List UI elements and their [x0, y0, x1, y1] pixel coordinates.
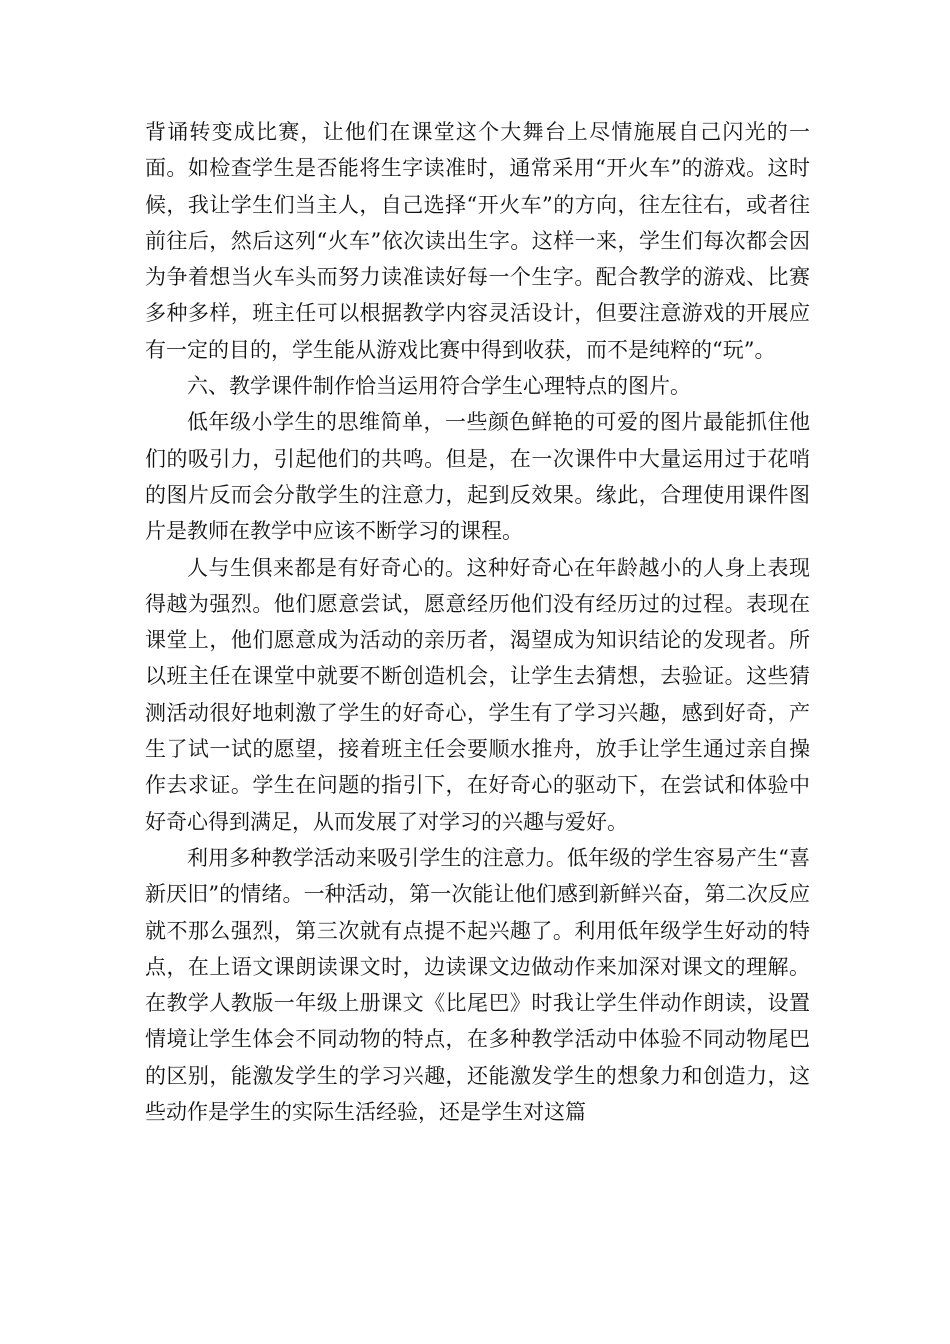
document-body	[145, 114, 810, 1130]
paragraph-game-competition: 背诵转变成比赛，让他们在课堂这个大舞台上尽情施展自己闪光的一面。如检查学生是否能将生字读准时，通常采用“开火车”的游戏。这时候，我让学生们当主人，自己选择“开火车”的方向，往左往右，或者往前往后，然后这列“火车”依次读出生字。这样一来，学生们每次都会因为争着想当火车头而努力读准读好每一个生字。配合教学的游戏、比赛多种多样，班主任可以根据教学内容灵活设计，但要注意游戏的开展应有一定的目的，学生能从游戏比赛中得到收获，而不是纯粹的“玩”。	[145, 120, 810, 362]
paragraph-courseware-images: 低年级小学生的思维简单，一些颜色鲜艳的可爱的图片最能抓住他们的吸引力，引起他们的共鸣。但是，在一次课件中大量运用过于花哨的图片反而会分散学生的注意力，起到反效果。缘此，合理使用课件图片是教师在教学中应该不断学习的课程。	[145, 410, 810, 544]
paragraph-curiosity: 人与生俱来都是有好奇心的。这种好奇心在年龄越小的人身上表现得越为强烈。他们愿意尝试，愿意经历他们没有经历过的过程。表现在课堂上，他们愿意成为活动的亲历者，渴望成为知识结论的发现者。所以班主任在课堂中就要不断创造机会，让学生去猜想，去验证。这些猜测活动很好地刺激了学生的好奇心，学生有了学习兴趣，感到好奇，产生了试一试的愿望，接着班主任会要顺水推舟，放手让学生通过亲自操作去求证。学生在问题的指引下，在好奇心的驱动下，在尝试和体验中好奇心得到满足，从而发展了对学习的兴趣与爱好。	[145, 555, 810, 834]
section-heading-courseware-images: 六、教学课件制作恰当运用符合学生心理特点的图片。	[187, 374, 691, 399]
paragraph-teaching-activities: 利用多种教学活动来吸引学生的注意力。低年级的学生容易产生“喜新厌旧”的情绪。一种活动，第一次能让他们感到新鲜兴奋，第二次反应就不那么强烈，第三次就有点提不起兴趣了。利用低年级学生好动的特点，在上语文课朗读课文时，边读课文边做动作来加深对课文的理解。在教学人教版一年级上册课文《比尾巴》时我让学生伴动作朗读，设置情境让学生体会不同动物的特点，在多种教学活动中体验不同动物尾巴的区别，能激发学生的学习兴趣，还能激发学生的想象力和创造力，这些动作是学生的实际生活经验，还是学生对这篇	[145, 845, 810, 1125]
